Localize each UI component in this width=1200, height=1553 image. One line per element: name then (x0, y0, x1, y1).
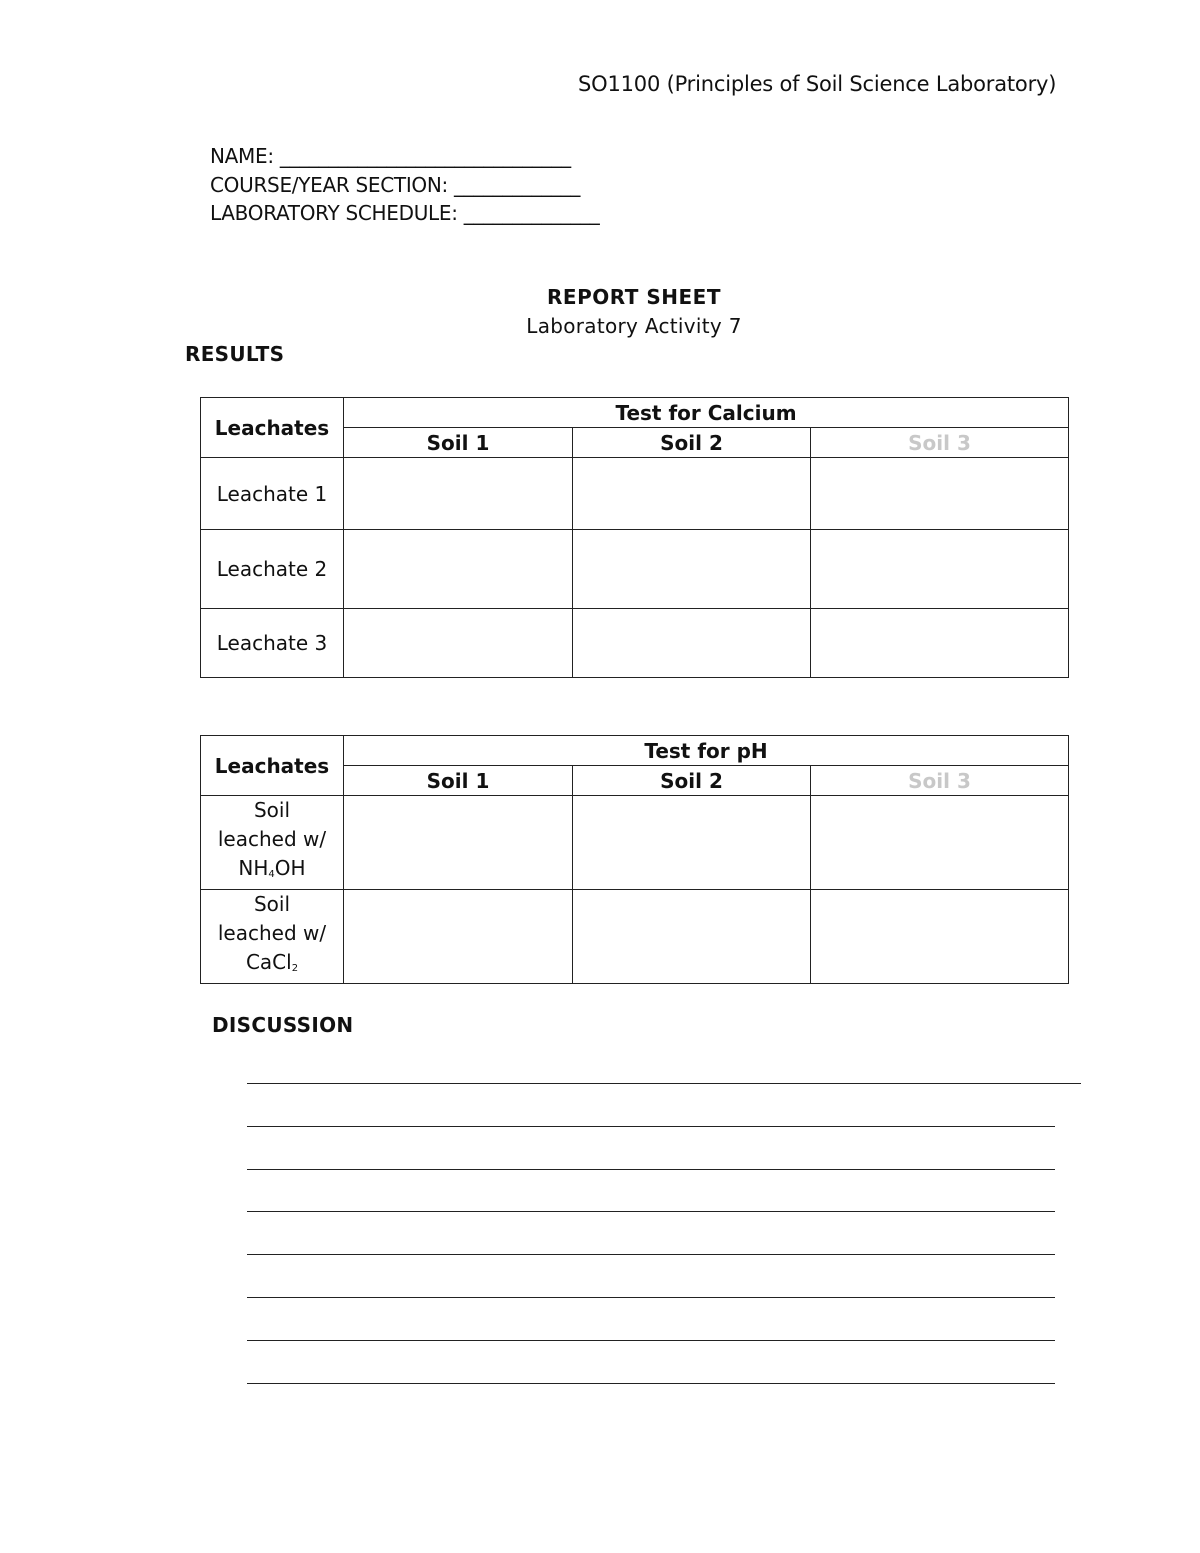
course-year-section-line: COURSE/YEAR SECTION: _____________ (210, 173, 581, 197)
row-label-formula (201, 854, 343, 889)
row-label (201, 890, 344, 984)
formula-subscript: 4 (268, 869, 275, 880)
result-cell[interactable] (573, 796, 811, 890)
discussion-heading: DISCUSSION (212, 1013, 354, 1037)
result-cell[interactable] (811, 458, 1069, 530)
row-label-formula (201, 948, 343, 983)
result-cell[interactable] (344, 890, 573, 984)
name-line: NAME: ______________________________ (210, 144, 571, 168)
result-cell[interactable] (811, 530, 1069, 609)
result-cell[interactable] (811, 609, 1069, 678)
formula-tail: OH (274, 856, 306, 880)
table-row (201, 609, 1069, 678)
formula-main: CaCl (245, 950, 292, 974)
table-row (201, 530, 1069, 609)
table-row (201, 796, 1069, 890)
discussion-line[interactable] (247, 1083, 1081, 1084)
discussion-line[interactable] (247, 1211, 1055, 1212)
result-cell[interactable] (811, 796, 1069, 890)
calcium-table (200, 397, 1069, 678)
soil-column-header: Soil 1 (344, 428, 573, 458)
result-cell[interactable] (573, 890, 811, 984)
test-group-header: Test for Calcium (344, 398, 1069, 428)
row-label-line: leached w/ (217, 921, 327, 945)
discussion-line[interactable] (247, 1297, 1055, 1298)
soil-column-header: Soil 1 (344, 766, 573, 796)
result-cell[interactable] (344, 609, 573, 678)
result-cell[interactable] (573, 609, 811, 678)
laboratory-schedule-line: LABORATORY SCHEDULE: ______________ (210, 201, 600, 225)
row-label: Leachate 1 (201, 458, 344, 530)
table-row (201, 890, 1069, 984)
discussion-line[interactable] (247, 1254, 1055, 1255)
row-label-line: Soil (253, 798, 291, 822)
row-label: Leachate 2 (201, 530, 344, 609)
results-heading: RESULTS (185, 342, 285, 366)
course-header: SO1100 (Principles of Soil Science Laboratory) (578, 72, 1057, 96)
row-label-line: leached w/ (217, 827, 327, 851)
result-cell[interactable] (344, 458, 573, 530)
soil-column-header: Soil 3 (811, 766, 1069, 796)
discussion-line[interactable] (247, 1126, 1055, 1127)
discussion-line[interactable] (247, 1169, 1055, 1170)
report-title: REPORT SHEET (547, 285, 721, 309)
result-cell[interactable] (344, 796, 573, 890)
table-row (201, 458, 1069, 530)
row-label-line: Soil (253, 892, 291, 916)
result-cell[interactable] (573, 458, 811, 530)
soil-column-header: Soil 2 (573, 428, 811, 458)
row-label: Leachate 3 (201, 609, 344, 678)
discussion-line[interactable] (247, 1340, 1055, 1341)
result-cell[interactable] (811, 890, 1069, 984)
formula-subscript: 2 (291, 963, 299, 974)
row-label (201, 796, 344, 890)
result-cell[interactable] (344, 530, 573, 609)
discussion-line[interactable] (247, 1383, 1055, 1384)
report-subtitle: Laboratory Activity 7 (526, 314, 742, 338)
soil-column-header: Soil 2 (573, 766, 811, 796)
result-cell[interactable] (573, 530, 811, 609)
ph-table (200, 735, 1069, 984)
formula-main: NH (238, 856, 269, 880)
leachates-header: Leachates (201, 398, 344, 458)
leachates-header: Leachates (201, 736, 344, 796)
soil-column-header: Soil 3 (811, 428, 1069, 458)
test-group-header: Test for pH (344, 736, 1069, 766)
